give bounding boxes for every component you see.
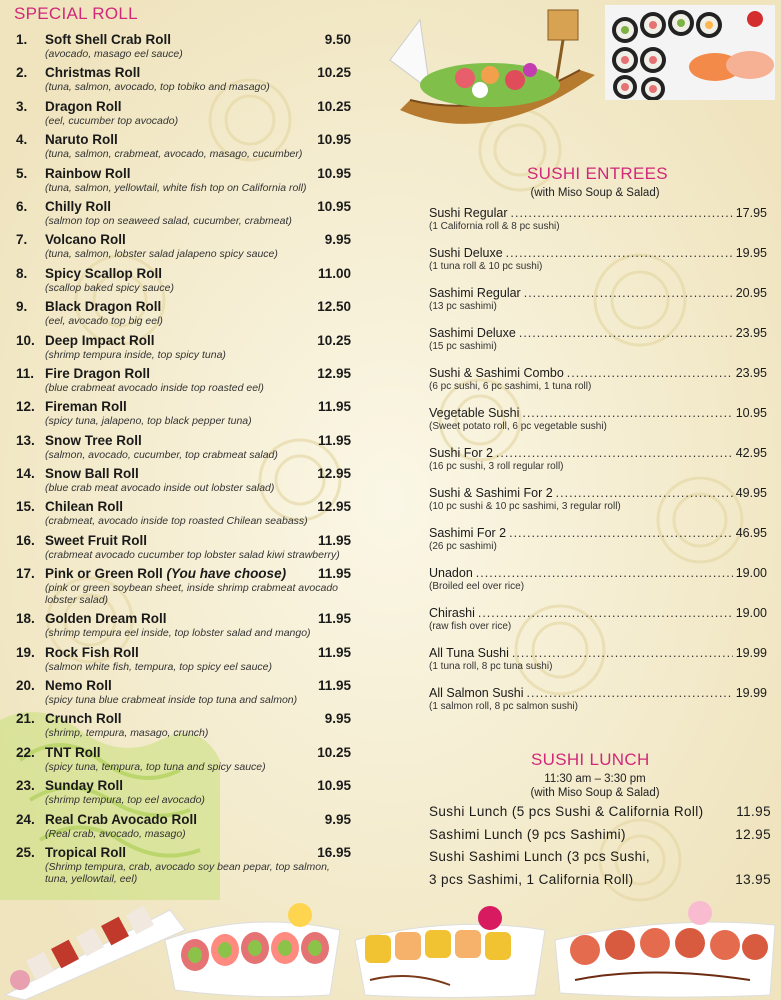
dot-leader xyxy=(478,606,733,620)
sushi-boat-photo xyxy=(380,0,600,150)
entree-price: 49.95 xyxy=(735,486,767,500)
roll-description: (shrimp tempura, top eel avocado) xyxy=(45,794,205,807)
roll-name-text: Tropical Roll xyxy=(45,844,127,860)
entree-name: Vegetable Sushi xyxy=(429,406,520,420)
roll-name-text: Volcano Roll xyxy=(45,232,126,248)
roll-number: 14. xyxy=(16,466,35,482)
roll-number: 9. xyxy=(16,299,28,315)
roll-price: 10.95 xyxy=(317,778,351,794)
roll-description: (shrimp tempura eel inside, top lobster salad and mango) xyxy=(45,627,311,640)
roll-name xyxy=(45,745,101,760)
dot-leader xyxy=(522,406,732,420)
entree-description: (15 pc sashimi) xyxy=(429,341,497,352)
roll-name xyxy=(45,499,123,514)
entree-name: Sashimi Deluxe xyxy=(429,326,516,340)
roll-number: 13. xyxy=(16,432,35,448)
entree-description: (1 California roll & 8 pc sushi) xyxy=(429,221,560,232)
roll-name-text: Pink or Green Roll xyxy=(45,566,163,582)
roll-price: 10.25 xyxy=(317,332,351,348)
roll-price: 10.25 xyxy=(317,65,351,81)
roll-description: (eel, avocado top big eel) xyxy=(45,315,163,328)
dot-leader xyxy=(506,246,733,260)
roll-number: 19. xyxy=(16,644,35,660)
sushi-lunch-subtitle: (with Miso Soup & Salad) xyxy=(530,787,660,799)
special-roll-list xyxy=(12,32,357,885)
roll-item xyxy=(12,65,357,98)
roll-item xyxy=(12,778,357,811)
roll-price: 12.95 xyxy=(317,365,351,381)
roll-name-text: Rock Fish Roll xyxy=(45,644,139,660)
roll-name-text: Crunch Roll xyxy=(45,711,122,727)
entree-name: Chirashi xyxy=(429,606,475,620)
roll-name xyxy=(45,845,126,860)
entree-item xyxy=(429,206,767,246)
roll-name-text: Chilly Roll xyxy=(45,198,112,214)
roll-description: (scallop baked spicy sauce) xyxy=(45,281,174,294)
roll-price: 11.95 xyxy=(317,644,351,660)
roll-name xyxy=(45,399,127,414)
roll-name xyxy=(45,266,162,281)
lunch-item xyxy=(429,872,771,895)
roll-description: (shrimp tempura inside, top spicy tuna) xyxy=(45,348,226,361)
entree-price: 10.95 xyxy=(735,406,767,420)
sushi-entrees-list xyxy=(429,206,767,726)
entree-description: (16 pc sushi, 3 roll regular roll) xyxy=(429,461,564,472)
lunch-price: 12.95 xyxy=(735,826,771,842)
roll-item xyxy=(12,166,357,199)
roll-name-text: Fire Dragon Roll xyxy=(45,365,151,381)
roll-number: 23. xyxy=(16,778,35,794)
roll-description: (salmon top on seaweed salad, cucumber, crabmeat) xyxy=(45,214,292,227)
roll-description: (pink or green soybean sheet, inside shrimp crabmeat avocado lobster salad) xyxy=(45,582,338,607)
roll-number: 2. xyxy=(16,65,28,81)
roll-price: 12.95 xyxy=(317,499,351,515)
roll-number: 1. xyxy=(16,32,28,47)
roll-name xyxy=(45,645,139,660)
sushi-rolls-photo xyxy=(605,5,775,100)
roll-name-text: Christmas Roll xyxy=(45,65,141,81)
roll-number: 16. xyxy=(16,532,35,548)
roll-plate-photo-2 xyxy=(160,900,345,1000)
entree-item xyxy=(429,326,767,366)
roll-plate-photo-4 xyxy=(550,895,781,1000)
roll-name xyxy=(45,366,150,381)
roll-number: 6. xyxy=(16,198,28,214)
roll-name xyxy=(45,99,122,114)
entree-item xyxy=(429,406,767,446)
roll-name-text: Sweet Fruit Roll xyxy=(45,532,148,548)
roll-description: (spicy tuna, tempura, top tuna and spicy sauce) xyxy=(45,760,266,773)
entree-price: 19.00 xyxy=(735,606,767,620)
roll-name-text: Snow Ball Roll xyxy=(45,466,139,482)
roll-item xyxy=(12,333,357,366)
entree-name: Sushi Regular xyxy=(429,206,508,220)
roll-name xyxy=(45,299,161,314)
dot-leader xyxy=(556,486,733,500)
roll-name xyxy=(45,333,155,348)
entree-price: 20.95 xyxy=(735,286,767,300)
entree-item xyxy=(429,686,767,726)
roll-price: 11.95 xyxy=(317,566,351,582)
entree-item xyxy=(429,646,767,686)
dot-leader xyxy=(524,286,733,300)
roll-item xyxy=(12,566,357,611)
roll-name xyxy=(45,678,112,693)
roll-number: 11. xyxy=(16,365,35,381)
roll-price: 10.95 xyxy=(317,132,351,148)
roll-name-text: Black Dragon Roll xyxy=(45,299,162,315)
roll-description: (spicy tuna, jalapeno, top black pepper tuna) xyxy=(45,415,252,428)
roll-number: 4. xyxy=(16,132,28,148)
roll-description: (Shrimp tempura, crab, avocado soy bean pepar, top salmon, tuna, yellowtail, eel) xyxy=(45,860,330,885)
roll-description: (tuna, salmon, lobster salad jalapeno spicy sauce) xyxy=(45,248,278,261)
entree-description: (1 tuna roll, 8 pc tuna sushi) xyxy=(429,661,553,672)
entree-price: 23.95 xyxy=(735,326,767,340)
lunch-text: Sashimi Lunch (9 pcs Sashimi) xyxy=(429,826,626,842)
dot-leader xyxy=(511,206,733,220)
roll-name-text: Snow Tree Roll xyxy=(45,432,142,448)
roll-description: (blue crab meat avocado inside out lobster salad) xyxy=(45,482,275,495)
roll-number: 15. xyxy=(16,499,35,515)
roll-name-text: Nemo Roll xyxy=(45,678,112,694)
roll-name xyxy=(45,232,126,247)
roll-name-text: Fireman Roll xyxy=(45,399,127,415)
roll-name xyxy=(45,166,131,181)
roll-item xyxy=(12,645,357,678)
roll-number: 7. xyxy=(16,232,28,248)
entree-price: 17.95 xyxy=(735,206,767,220)
roll-item xyxy=(12,812,357,845)
roll-item xyxy=(12,611,357,644)
entree-price: 42.95 xyxy=(735,446,767,460)
lunch-text: 3 pcs Sashimi, 1 California Roll) xyxy=(429,871,634,887)
roll-number: 5. xyxy=(16,165,28,181)
roll-description: (tuna, salmon, yellowtail, white fish top on California roll) xyxy=(45,181,307,194)
roll-price: 9.95 xyxy=(324,711,351,727)
roll-name xyxy=(45,65,140,80)
entree-price: 19.00 xyxy=(735,566,767,580)
entree-name: Sushi & Sashimi For 2 xyxy=(429,486,553,500)
sushi-entrees-title: SUSHI ENTREES xyxy=(527,164,668,183)
roll-item xyxy=(12,32,357,65)
roll-name xyxy=(45,533,147,548)
dot-leader xyxy=(567,366,733,380)
roll-number: 22. xyxy=(16,744,35,760)
roll-price: 9.95 xyxy=(324,232,351,248)
entree-price: 19.95 xyxy=(735,246,767,260)
entree-description: (13 pc sashimi) xyxy=(429,301,497,312)
entree-description: (6 pc sushi, 6 pc sashimi, 1 tuna roll) xyxy=(429,381,592,392)
roll-description: (tuna, salmon, avocado, top tobiko and masago) xyxy=(45,81,270,94)
roll-description: (salmon white fish, tempura, top spicy eel sauce) xyxy=(45,660,273,673)
entree-name: All Tuna Sushi xyxy=(429,646,509,660)
sushi-lunch-list xyxy=(429,804,771,894)
roll-name-text: Naruto Roll xyxy=(45,132,118,148)
roll-number: 12. xyxy=(16,399,35,415)
roll-item xyxy=(12,844,357,885)
roll-price: 10.95 xyxy=(317,198,351,214)
entree-name: Sushi Deluxe xyxy=(429,246,503,260)
roll-name-text: Soft Shell Crab Roll xyxy=(45,32,172,47)
entree-item xyxy=(429,366,767,406)
roll-number: 17. xyxy=(16,566,35,582)
roll-name-text: Real Crab Avocado Roll xyxy=(45,811,198,827)
roll-item xyxy=(12,199,357,232)
roll-number: 25. xyxy=(16,844,35,860)
roll-name-text: Rainbow Roll xyxy=(45,165,131,181)
roll-price: 10.25 xyxy=(317,98,351,114)
entree-description: (10 pc sushi & 10 pc sashimi, 3 regular roll) xyxy=(429,501,621,512)
roll-description: (tuna, salmon, crabmeat, avocado, masago, cucumber) xyxy=(45,148,303,161)
roll-description: (avocado, masago eel sauce) xyxy=(45,48,183,60)
dot-leader xyxy=(512,646,733,660)
roll-item xyxy=(12,745,357,778)
roll-item xyxy=(12,399,357,432)
entree-item xyxy=(429,446,767,486)
entree-name: Sashimi Regular xyxy=(429,286,521,300)
entree-item xyxy=(429,486,767,526)
entree-description: (26 pc sashimi) xyxy=(429,541,497,552)
sushi-entrees-subtitle: (with Miso Soup & Salad) xyxy=(530,187,660,199)
roll-item xyxy=(12,232,357,265)
roll-number: 8. xyxy=(16,265,28,281)
roll-name xyxy=(45,433,142,448)
dot-leader xyxy=(519,326,733,340)
lunch-price: 11.95 xyxy=(736,804,771,819)
dot-leader xyxy=(509,526,733,540)
entree-description: (1 salmon roll, 8 pc salmon sushi) xyxy=(429,701,578,712)
entree-item xyxy=(429,606,767,646)
roll-price: 11.00 xyxy=(317,265,351,281)
entree-name: All Salmon Sushi xyxy=(429,686,524,700)
roll-price: 12.50 xyxy=(317,299,351,315)
roll-item xyxy=(12,99,357,132)
entree-price: 19.99 xyxy=(735,646,767,660)
roll-name xyxy=(45,711,122,726)
roll-description: (crabmeat avocado cucumber top lobster salad kiwi strawberry) xyxy=(45,548,340,561)
roll-number: 21. xyxy=(16,711,35,727)
roll-item xyxy=(12,132,357,165)
roll-price: 12.95 xyxy=(317,466,351,482)
lunch-item xyxy=(429,804,771,827)
entree-price: 23.95 xyxy=(735,366,767,380)
lunch-text: Sushi Sashimi Lunch (3 pcs Sushi, xyxy=(429,849,651,864)
entree-description: (Broiled eel over rice) xyxy=(429,581,525,592)
roll-name-text: TNT Roll xyxy=(45,744,101,760)
roll-name xyxy=(45,611,167,626)
roll-description: (Real crab, avocado, masago) xyxy=(45,827,186,840)
roll-name-text: Chilean Roll xyxy=(45,499,124,515)
roll-description: (salmon, avocado, cucumber, top crabmeat salad) xyxy=(45,448,278,461)
entree-name: Sashimi For 2 xyxy=(429,526,507,540)
roll-number: 20. xyxy=(16,678,35,694)
roll-name xyxy=(45,466,139,481)
roll-item xyxy=(12,678,357,711)
sushi-lunch-title: SUSHI LUNCH xyxy=(531,750,650,769)
roll-number: 18. xyxy=(16,611,35,627)
lunch-item xyxy=(429,849,771,872)
special-roll-title: SPECIAL ROLL xyxy=(14,4,138,23)
roll-price: 11.95 xyxy=(317,678,351,694)
roll-description: (shrimp, tempura, masago, crunch) xyxy=(45,727,209,740)
roll-name xyxy=(45,199,111,214)
roll-item xyxy=(12,533,357,566)
roll-price: 11.95 xyxy=(317,399,351,415)
entree-description: (Sweet potato roll, 6 pc vegetable sushi) xyxy=(429,421,607,432)
roll-price: 10.95 xyxy=(317,165,351,181)
roll-number: 24. xyxy=(16,811,35,827)
roll-plate-photo-3 xyxy=(350,900,550,1000)
roll-description: (spicy tuna blue crabmeat inside top tuna and salmon) xyxy=(45,694,298,707)
roll-name xyxy=(45,778,123,793)
roll-name-text: Spicy Scallop Roll xyxy=(45,265,163,281)
roll-price: 9.95 xyxy=(324,811,351,827)
dot-leader xyxy=(496,446,733,460)
entree-name: Sushi For 2 xyxy=(429,446,493,460)
entree-item xyxy=(429,566,767,606)
roll-item xyxy=(12,299,357,332)
roll-name xyxy=(45,132,118,147)
dot-leader xyxy=(476,566,733,580)
entree-item xyxy=(429,526,767,566)
roll-number: 3. xyxy=(16,98,28,114)
entree-item xyxy=(429,246,767,286)
roll-item xyxy=(12,466,357,499)
roll-price: 16.95 xyxy=(317,844,351,860)
roll-name xyxy=(45,32,171,47)
roll-item xyxy=(12,366,357,399)
lunch-item xyxy=(429,827,771,850)
entree-name: Unadon xyxy=(429,566,473,580)
roll-name-text: Dragon Roll xyxy=(45,98,122,114)
entree-name: Sushi & Sashimi Combo xyxy=(429,366,564,380)
roll-item xyxy=(12,266,357,299)
roll-item xyxy=(12,433,357,466)
lunch-text: Sushi Lunch (5 pcs Sushi & California Roll) xyxy=(429,804,704,819)
entree-item xyxy=(429,286,767,326)
entree-price: 19.99 xyxy=(735,686,767,700)
roll-price: 11.95 xyxy=(317,532,351,548)
roll-name-text: Sunday Roll xyxy=(45,778,124,794)
dot-leader xyxy=(527,686,733,700)
roll-description: (crabmeat, avocado inside top roasted Chilean seabass) xyxy=(45,515,308,528)
roll-price: 11.95 xyxy=(317,611,351,627)
roll-price: 11.95 xyxy=(317,432,351,448)
roll-price: 10.25 xyxy=(317,744,351,760)
roll-item xyxy=(12,499,357,532)
roll-note: (You have choose) xyxy=(166,566,287,582)
roll-name xyxy=(45,566,286,581)
entree-description: (1 tuna roll & 10 pc sushi) xyxy=(429,261,543,272)
sushi-lunch-hours: 11:30 am – 3:30 pm xyxy=(544,773,646,785)
roll-name-text: Golden Dream Roll xyxy=(45,611,167,627)
roll-price: 9.50 xyxy=(324,32,351,47)
roll-name-text: Deep Impact Roll xyxy=(45,332,155,348)
roll-description: (blue crabmeat avocado inside top roasted eel) xyxy=(45,381,264,394)
roll-name xyxy=(45,812,197,827)
roll-description: (eel, cucumber top avocado) xyxy=(45,114,179,127)
roll-number: 10. xyxy=(16,332,35,348)
lunch-price: 13.95 xyxy=(735,871,771,887)
roll-item xyxy=(12,711,357,744)
entree-description: (raw fish over rice) xyxy=(429,621,512,632)
entree-price: 46.95 xyxy=(735,526,767,540)
